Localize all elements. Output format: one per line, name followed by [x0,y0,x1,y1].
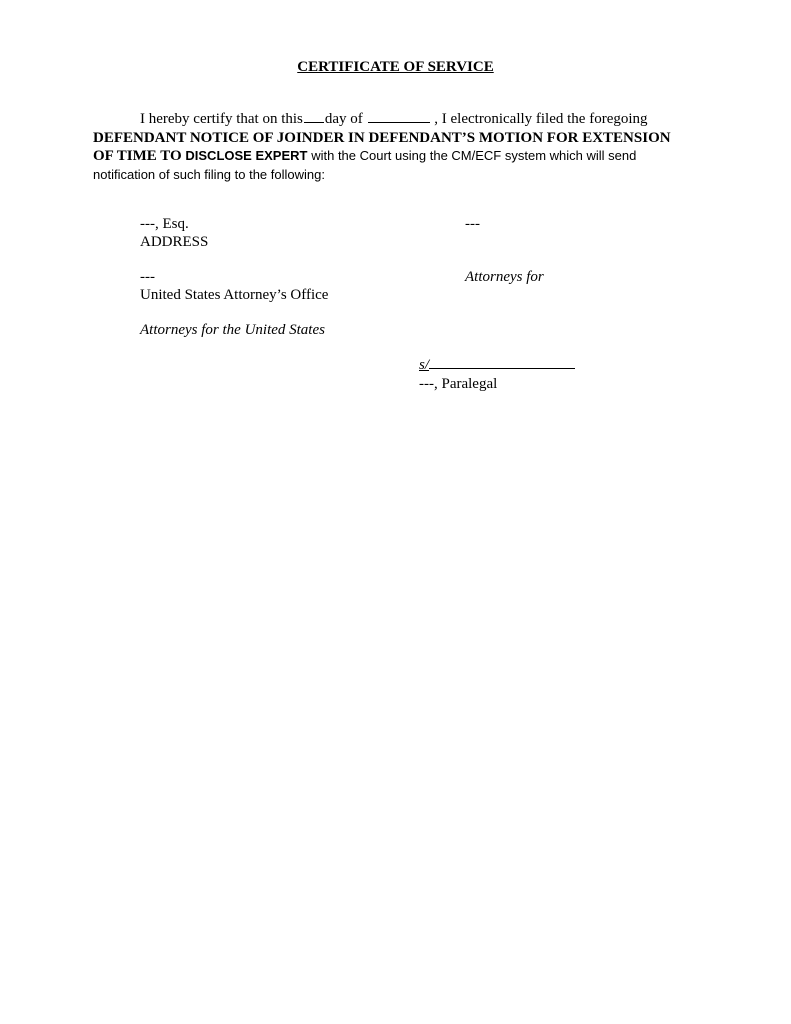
recipient-3 [140,268,328,304]
recipient-2-role: Attorneys for [465,269,544,285]
certification-line-4: notification of such filing to the following: [93,166,325,182]
filing-title-line-2a: OF TIME TO [93,148,182,164]
day-blank [304,121,324,123]
certification-line-1 [93,110,703,129]
filing-title-line-1: DEFENDANT NOTICE OF JOINDER IN DEFENDANT’S MOTION FOR EXTENSION [93,129,671,146]
signature-line [419,356,575,374]
certify-text-2: day of [324,111,363,127]
recipient-3-role: Attorneys for the United States [140,322,325,338]
signer-name: ---, Paralegal [419,376,498,392]
filing-title-line-2b: DISCLOSE EXPERT [185,148,308,163]
document-title: CERTIFICATE OF SERVICE [297,59,494,75]
certification-paragraph [93,110,703,184]
recipient-1-name: ---, Esq. [140,216,189,232]
certification-line-3 [93,147,703,166]
certify-text-4: with the Court using the CM/ECF system which will send [311,148,637,163]
month-blank [368,121,430,123]
certify-text-1: I hereby certify that on this [140,111,303,127]
recipient-1-address: ADDRESS [140,234,209,250]
recipient-2-name: --- [465,216,480,232]
certify-text-3: , I electronically filed the foregoing [434,111,648,127]
recipient-3-office: United States Attorney’s Office [140,287,329,303]
signature-prefix: s/ [419,357,430,373]
recipient-1 [140,215,208,251]
signature-rule [429,367,575,369]
recipient-2 [465,215,480,233]
recipient-3-name: --- [140,269,155,285]
